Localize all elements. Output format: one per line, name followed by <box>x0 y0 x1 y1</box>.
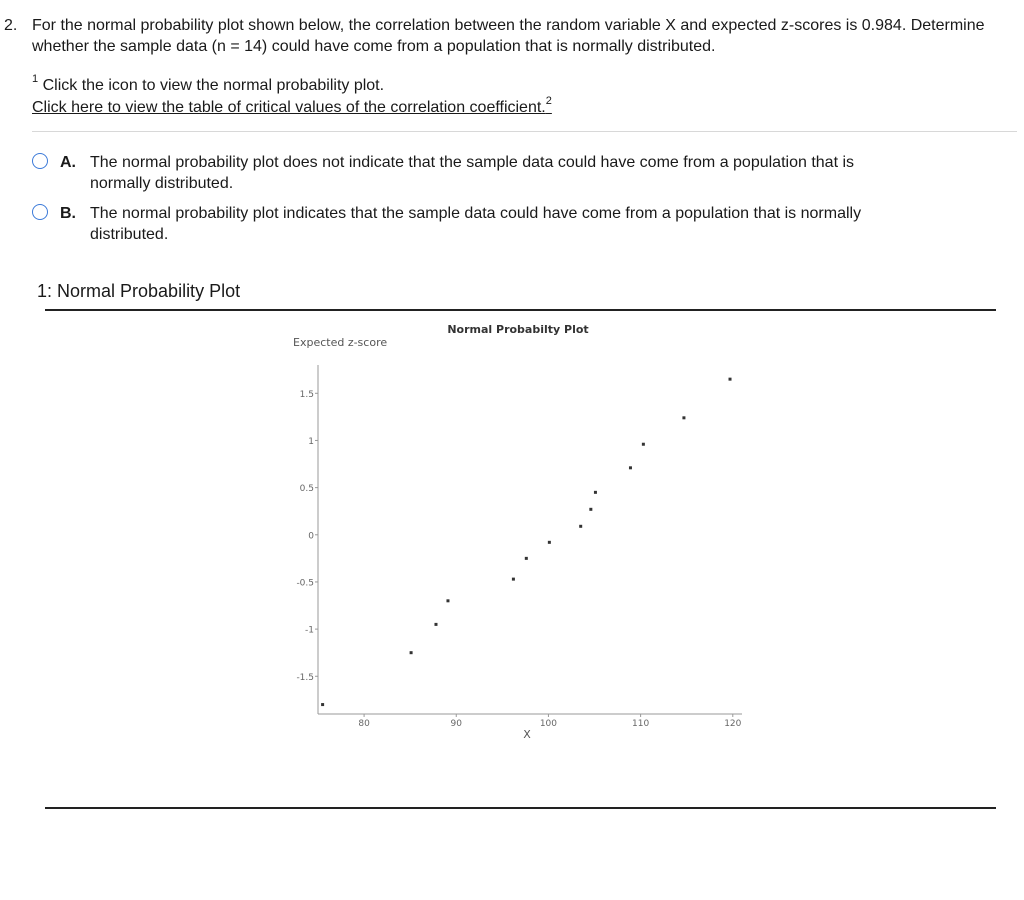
x-axis-label: X <box>523 728 531 741</box>
y-tick-label: -0.5 <box>296 578 314 589</box>
data-point <box>525 557 528 560</box>
data-point <box>642 443 645 446</box>
y-ticks <box>296 390 318 683</box>
option-b-text: The normal probability plot indicates that the sample data could have come from a population that is normally distributed. <box>90 205 862 243</box>
data-points <box>321 378 731 706</box>
note-text[interactable]: Click the icon to view the normal probability plot. <box>42 77 385 94</box>
question-number: 2. <box>4 17 18 34</box>
x-tick-label: 100 <box>539 719 558 729</box>
y-tick-label: -1.5 <box>296 672 314 683</box>
question-text: For the normal probability plot shown below, the correlation between the random variable X and expected z-scores is 0.984. Determine whether the sample data (n = 14) could have come from a population that is normally distributed. <box>32 17 985 55</box>
x-tick-label: 110 <box>632 719 650 729</box>
critical-values-link-text[interactable]: Click here to view the table of critical values of the correlation coefficient. <box>32 99 546 116</box>
y-tick-label: -1 <box>305 625 314 636</box>
option-b-letter: B. <box>60 205 76 222</box>
data-point <box>579 525 582 528</box>
data-point <box>594 491 597 494</box>
note-marker: 1 <box>32 73 39 85</box>
section-rule-bottom <box>45 807 996 809</box>
data-point <box>589 508 592 511</box>
section-title: 1: Normal Probability Plot <box>37 281 241 301</box>
data-point <box>629 466 632 469</box>
data-point <box>548 541 551 544</box>
y-tick-label: 0.5 <box>299 484 314 495</box>
y-axis-label: Expected z-score <box>293 336 388 349</box>
data-point <box>321 703 324 706</box>
chart-title: Normal Probabilty Plot <box>447 323 589 336</box>
link-marker: 2 <box>545 95 552 107</box>
x-ticks <box>358 714 741 729</box>
x-tick-label: 120 <box>724 719 742 729</box>
y-tick-label: 0 <box>308 531 314 542</box>
data-point <box>410 651 413 654</box>
y-tick-label: 1 <box>308 436 314 447</box>
option-a-text: The normal probability plot does not indicate that the sample data could have come from a population that is normally distributed. <box>90 154 855 192</box>
data-point <box>729 378 732 381</box>
data-point <box>682 416 685 419</box>
data-point <box>446 599 449 602</box>
x-tick-label: 90 <box>450 719 462 729</box>
y-tick-label: 1.5 <box>299 389 314 400</box>
x-tick-label: 80 <box>358 719 370 729</box>
data-point <box>434 623 437 626</box>
data-point <box>512 578 515 581</box>
option-a-letter: A. <box>60 154 76 171</box>
